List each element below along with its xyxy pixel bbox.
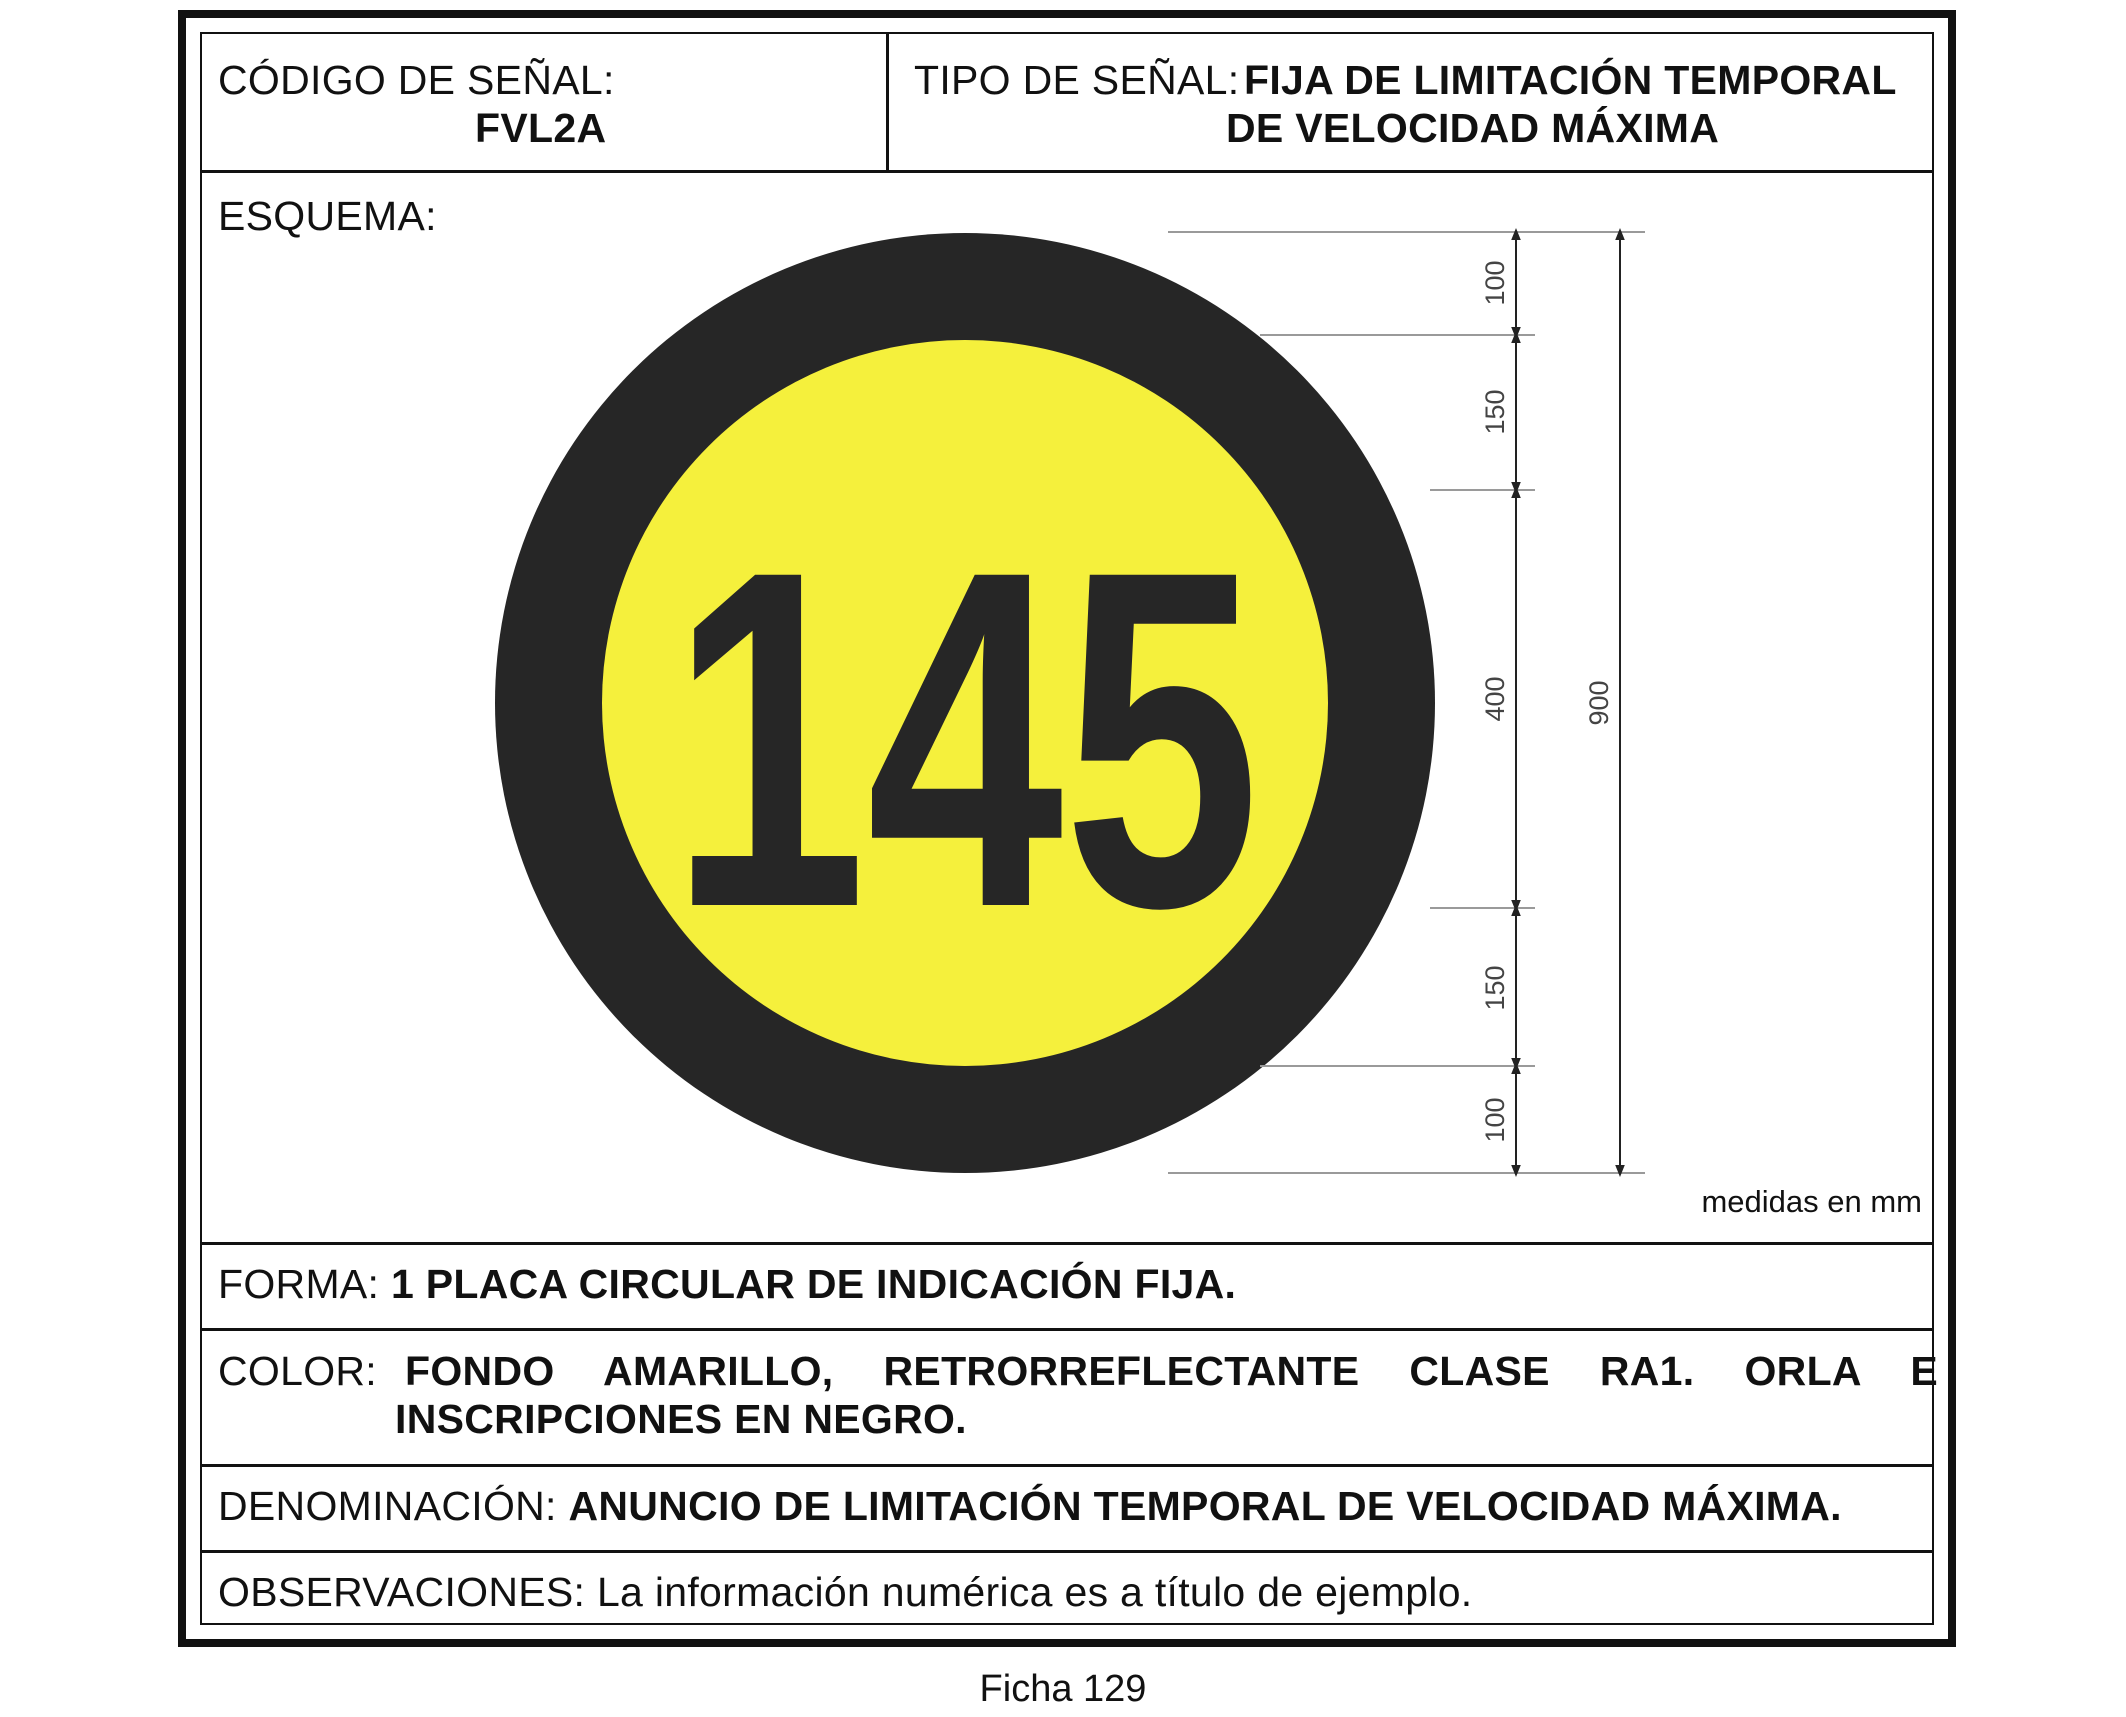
dimension-labels	[1480, 260, 1614, 1142]
forma-value: 1 PLACA CIRCULAR DE INDICACIÓN FIJA.	[390, 1261, 1237, 1307]
forma-label: FORMA:	[218, 1261, 380, 1307]
type-value-line1: FIJA DE LIMITACIÓN TEMPORAL	[1244, 57, 1897, 103]
sign	[495, 233, 1435, 1173]
dimension-label-total: 900	[1584, 680, 1614, 726]
type-value-line2: DE VELOCIDAD MÁXIMA	[1226, 105, 1720, 151]
code-label: CÓDIGO DE SEÑAL:	[218, 57, 615, 103]
dimension-label: 400	[1480, 676, 1510, 722]
color-label: COLOR:	[218, 1348, 377, 1394]
color-value-line1: FONDO AMARILLO, RETRORREFLECTANTE CLASE RA1. ORLA E	[405, 1348, 1938, 1394]
sign-number: 145	[670, 470, 1260, 1007]
type-label: TIPO DE SEÑAL:	[914, 57, 1240, 103]
dimension-label: 150	[1480, 965, 1510, 1011]
scheme-label: ESQUEMA:	[218, 193, 437, 239]
color-value-line2: INSCRIPCIONES EN NEGRO.	[395, 1396, 967, 1442]
denominacion-label: DENOMINACIÓN:	[218, 1483, 557, 1529]
observaciones-label: OBSERVACIONES:	[218, 1569, 586, 1615]
denominacion-value: ANUNCIO DE LIMITACIÓN TEMPORAL DE VELOCIDAD MÁXIMA.	[568, 1483, 1842, 1529]
observaciones-value: La información numérica es a título de ejemplo.	[596, 1569, 1473, 1615]
dimension-label: 150	[1480, 389, 1510, 435]
footer-caption: Ficha 129	[979, 1668, 1147, 1710]
dimension-label: 100	[1480, 1097, 1510, 1143]
units-note: medidas en mm	[1701, 1184, 1922, 1219]
code-value: FVL2A	[475, 105, 607, 151]
dimension-label: 100	[1480, 260, 1510, 306]
